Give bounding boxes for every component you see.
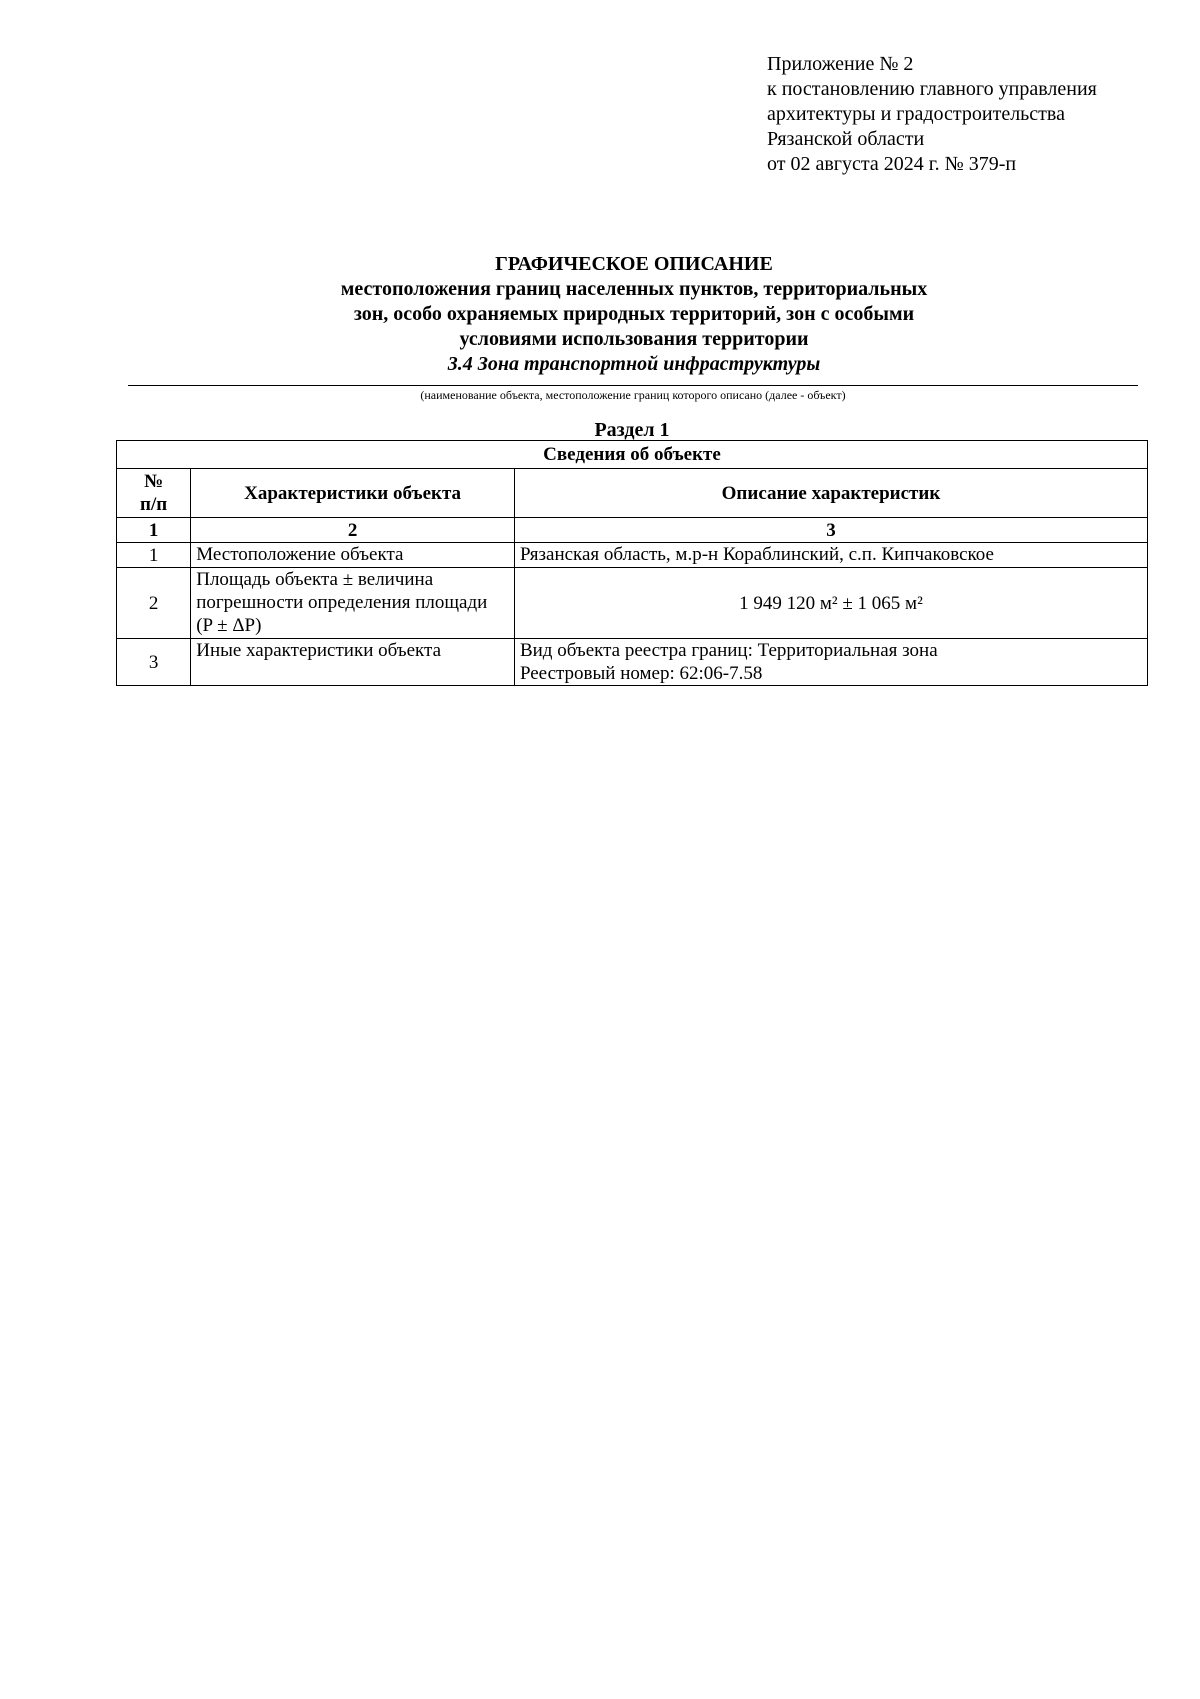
document-subtitle-line: местоположения границ населенных пунктов, территориальных (340, 278, 928, 300)
row-description (514, 543, 1147, 568)
row-characteristic (191, 543, 515, 568)
object-name-caption: (наименование объекта, местоположение границ которого описано (далее - объект) (420, 388, 846, 402)
column-number: 2 (191, 518, 515, 543)
row-characteristic (191, 639, 515, 686)
header-num-line: п/п (140, 494, 168, 515)
appendix-line: Приложение № 2 (767, 53, 914, 75)
row-characteristic-line: Площадь объекта ± величина (196, 569, 434, 590)
appendix-block (767, 52, 1097, 177)
table-row (117, 543, 1148, 568)
column-number: 1 (117, 518, 191, 543)
row-characteristic (191, 568, 515, 639)
header-num (117, 469, 191, 518)
header-num-line: № (144, 471, 164, 492)
document-title-block (130, 252, 1138, 377)
appendix-line: архитектуры и градостроительства (767, 103, 1065, 125)
header-description: Описание характеристик (514, 469, 1147, 518)
table-header-row (117, 469, 1148, 518)
section-title: Раздел 1 (594, 419, 670, 441)
row-description-line: Рязанская область, м.р-н Кораблинский, с.п. Кипчаковское (519, 544, 994, 565)
column-number: 3 (514, 518, 1147, 543)
row-description (514, 568, 1147, 639)
row-number: 2 (117, 568, 191, 639)
row-characteristic-line: Местоположение объекта (196, 544, 404, 565)
row-characteristic-line: Иные характеристики объекта (196, 640, 442, 661)
row-characteristic-line: погрешности определения площади (196, 592, 488, 613)
document-heading: ГРАФИЧЕСКОЕ ОПИСАНИЕ (495, 253, 773, 275)
object-info-table (116, 440, 1148, 686)
row-description-line: Вид объекта реестра границ: Территориальная зона (519, 640, 938, 661)
row-number: 1 (117, 543, 191, 568)
appendix-line: Рязанской области (767, 128, 925, 150)
header-characteristics: Характеристики объекта (191, 469, 515, 518)
object-name-underline (128, 385, 1138, 386)
table-caption: Сведения об объекте (117, 441, 1148, 469)
table-row (117, 639, 1148, 686)
column-number-row (117, 518, 1148, 543)
row-number: 3 (117, 639, 191, 686)
document-subtitle-line: зон, особо охраняемых природных территорий, зон с особыми (353, 303, 915, 325)
row-description (514, 639, 1147, 686)
row-description-line: Реестровый номер: 62:06-7.58 (519, 663, 763, 684)
appendix-line: к постановлению главного управления (767, 78, 1097, 100)
object-name: 3.4 Зона транспортной инфраструктуры (447, 353, 821, 375)
appendix-line: от 02 августа 2024 г. № 379-п (767, 153, 1017, 175)
document-subtitle-line: условиями использования территории (459, 328, 809, 350)
row-description-line: 1 949 120 м² ± 1 065 м² (739, 592, 923, 614)
table-caption-row (117, 441, 1148, 469)
table-row (117, 568, 1148, 639)
row-characteristic-line: (P ± ΔP) (196, 615, 262, 636)
